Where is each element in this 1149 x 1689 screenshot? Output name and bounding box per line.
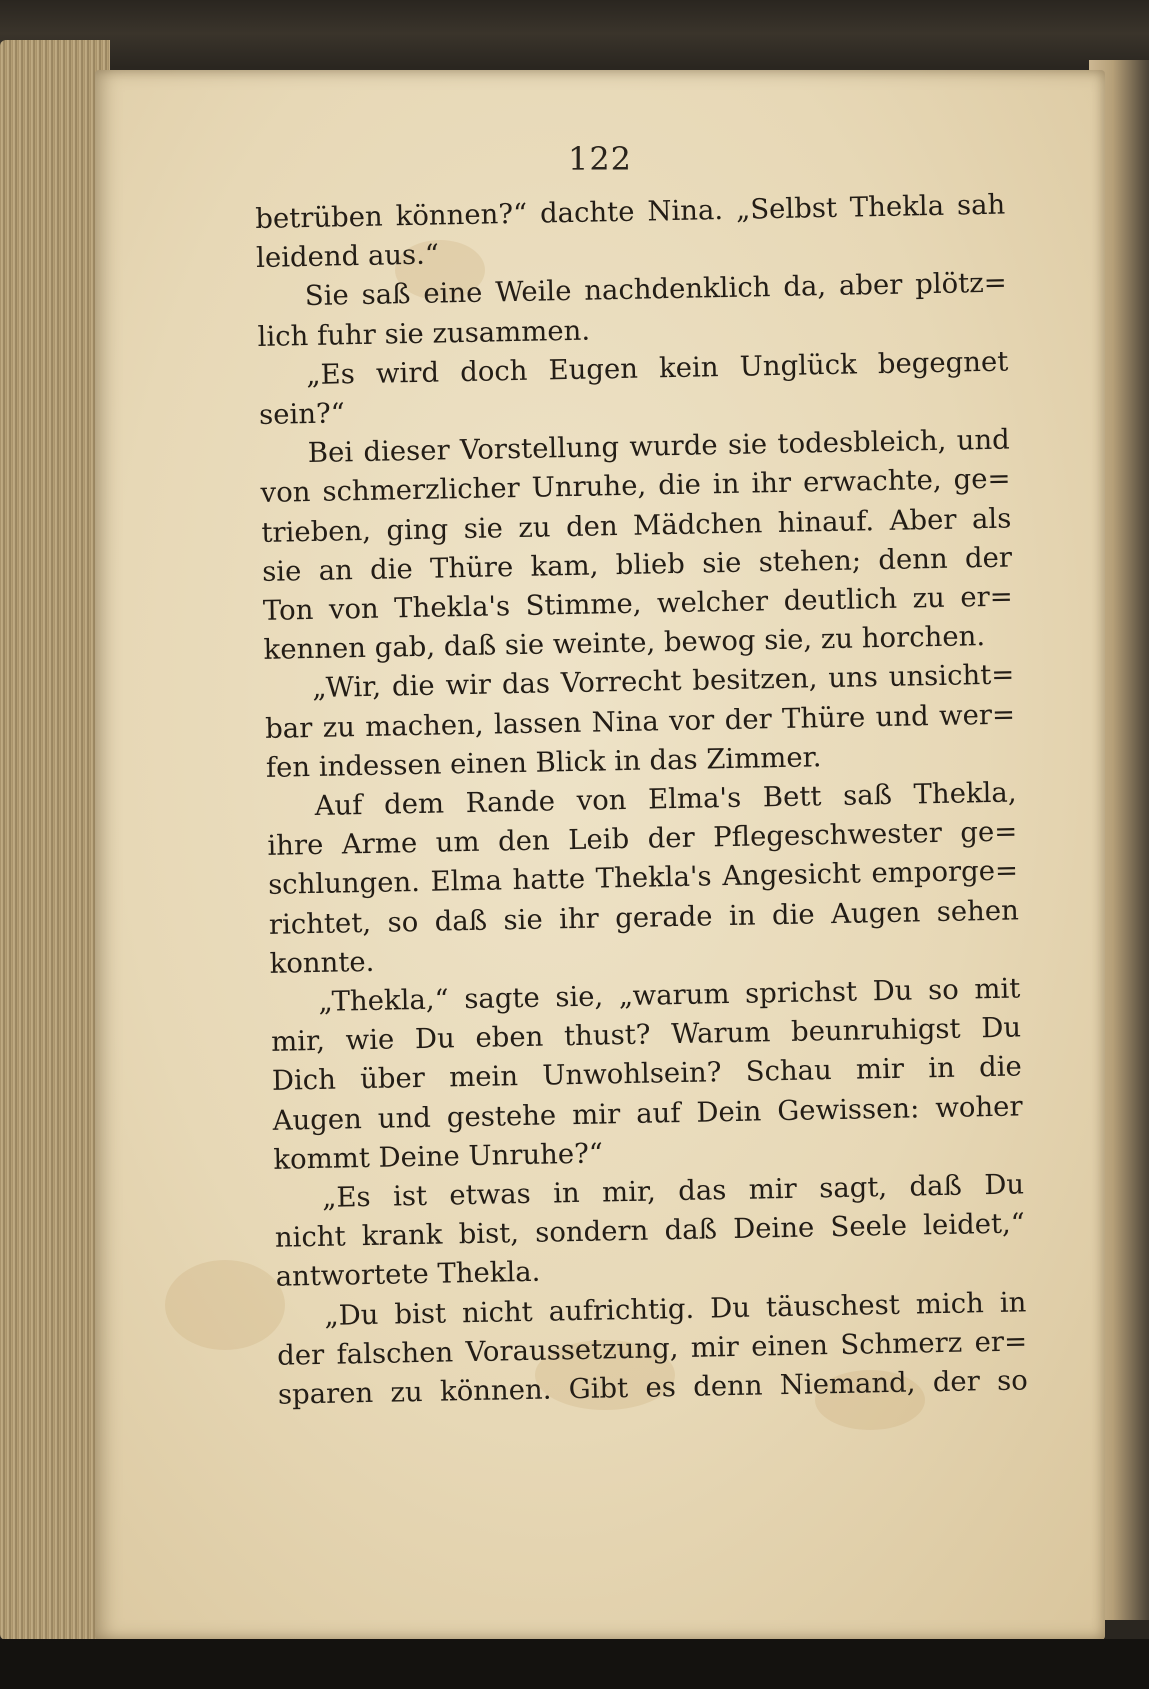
text-line: „Thekla,“ sagte sie, „warum sprichst Du so mit bbox=[318, 972, 1021, 1018]
page-number: 122 bbox=[567, 140, 633, 178]
text-line: sparen zu können. Gibt es denn Niemand, der so bbox=[277, 1364, 1029, 1411]
text-line: Bei dieser Vorstellung wurde sie todesbleich, und bbox=[307, 423, 1011, 470]
text-line: fen indessen einen Blick in das Zimmer. bbox=[265, 741, 822, 784]
text-line: lich fuhr sie zusammen. bbox=[257, 314, 591, 353]
text-line: Sie saß eine Weile nachdenklich da, aber plötz= bbox=[304, 266, 1008, 313]
text-line: betrüben können?“ dachte Nina. „Selbst Thekla sah bbox=[255, 188, 1006, 235]
text-line: antwortete Thekla. bbox=[275, 1256, 541, 1294]
body-text bbox=[255, 186, 1028, 1415]
text-line: bar zu machen, lassen Nina vor der Thüre und wer= bbox=[264, 698, 1016, 745]
text-line: von schmerzlicher Unruhe, die in ihr erwachte, ge= bbox=[260, 462, 1011, 510]
text-line: mir, wie Du eben thust? Warum beunruhigst Du bbox=[270, 1011, 1022, 1059]
text-line: trieben, ging sie zu den Mädchen hinauf. Aber als bbox=[261, 502, 1012, 549]
text-line: sie an die Thüre kam, blieb sie stehen; denn der bbox=[261, 541, 1013, 588]
text-line: „Es ist etwas in mir, das mir sagt, daß Du bbox=[321, 1168, 1025, 1214]
text-line: Augen und gestehe mir auf Dein Gewissen: woher bbox=[272, 1090, 1023, 1137]
page-stack-edge-left bbox=[0, 40, 110, 1640]
book-page bbox=[95, 70, 1105, 1640]
text-line: sein?“ bbox=[258, 397, 346, 431]
text-line: richtet, so daß sie ihr gerade in die Augen sehen bbox=[268, 894, 1020, 941]
text-line: „Es wird doch Eugen kein Unglück begegnet bbox=[306, 345, 1009, 391]
text-line: Ton von Thekla's Stimme, welcher deutlich zu er= bbox=[262, 580, 1014, 627]
text-line: ihre Arme um den Leib der Pflegeschwester ge= bbox=[267, 815, 1018, 863]
text-line: kommt Deine Unruhe?“ bbox=[273, 1137, 604, 1176]
text-line: der falschen Voraussetzung, mir einen Schmerz er= bbox=[276, 1325, 1028, 1372]
text-line: „Wir, die wir das Vorrecht besitzen, uns unsicht= bbox=[312, 658, 1015, 705]
scan-background bbox=[0, 1639, 1149, 1689]
text-line: schlungen. Elma hatte Thekla's Angesicht emporge= bbox=[267, 854, 1019, 902]
paper-stain bbox=[165, 1260, 285, 1350]
text-line: „Du bist nicht aufrichtig. Du täuschest mich in bbox=[324, 1286, 1027, 1332]
text-line: leidend aus.“ bbox=[255, 238, 440, 275]
text-line: nicht krank bist, sondern daß Deine Seele leidet,“ bbox=[274, 1207, 1026, 1255]
text-line: kennen gab, daß sie weinte, bewog sie, zu horchen. bbox=[263, 620, 986, 667]
text-line: konnte. bbox=[269, 945, 375, 980]
text-line: Auf dem Rande von Elma's Bett saß Thekla, bbox=[314, 776, 1017, 823]
text-line: Dich über mein Unwohlsein? Schau mir in die bbox=[271, 1050, 1023, 1098]
